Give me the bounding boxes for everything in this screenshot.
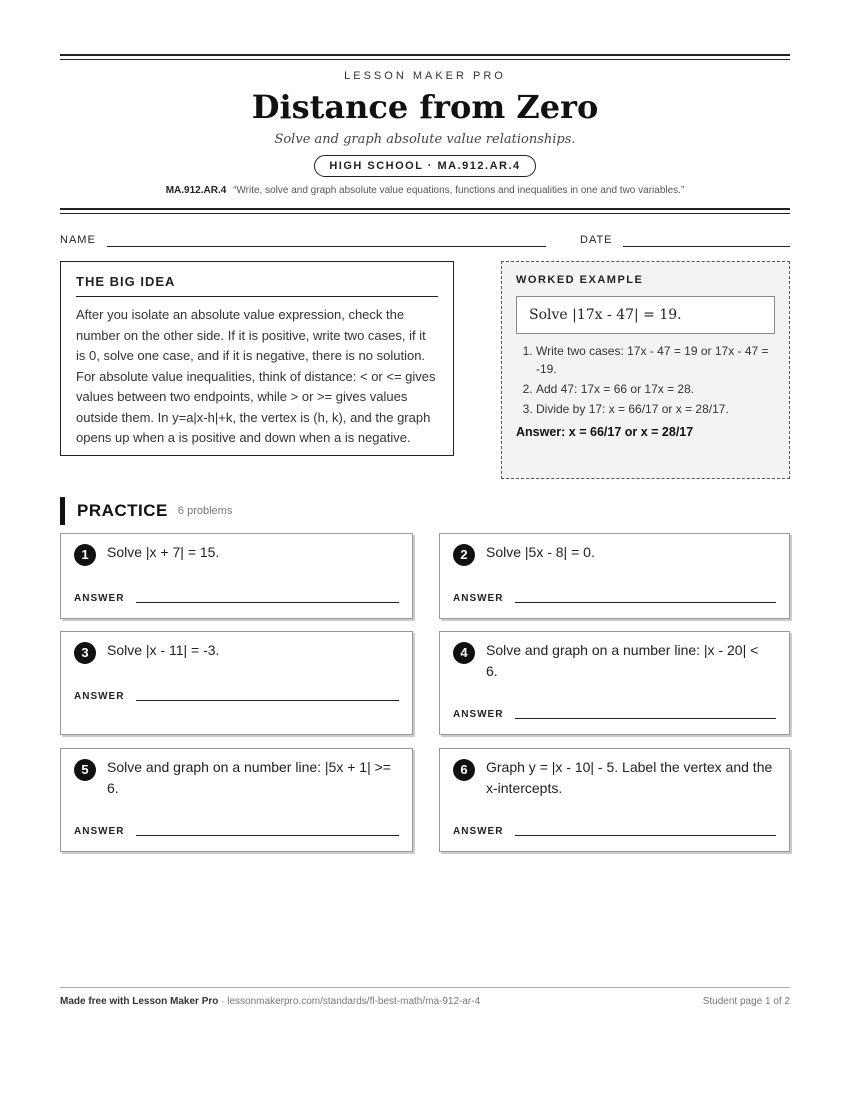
problem-text: Solve |x + 7| = 15. [107, 544, 220, 560]
problem-number: 2 [453, 544, 475, 566]
problem-number: 6 [453, 759, 475, 781]
big-idea-text: After you isolate an absolute value expression, check the number on the other side. If it is positive, write two cases, if it is 0, solve one case, and if it is negative, there is no solution. For absolute value inequalities, think of distance: < or <= gives values between two endpoints, while > or >= gives values outside them. In y=a|x-h|+k, the vertex is (h, k), and the graph opens up when a is positive and down when a is negative. [76, 307, 436, 445]
answer-field[interactable] [515, 602, 776, 603]
big-idea-box [60, 261, 454, 456]
page-footer [60, 987, 790, 1007]
page-subtitle: Solve and graph absolute value relationships. [274, 132, 576, 147]
problem-card-5 [60, 748, 413, 852]
answer-label: ANSWER [74, 826, 125, 837]
date-label: DATE [580, 234, 613, 246]
problem-card-6 [439, 748, 790, 852]
problem-card-4 [439, 631, 790, 735]
top-rule [60, 54, 790, 60]
standard-text: “Write, solve and graph absolute value equations, functions and inequalities in one and two variables.” [233, 185, 685, 196]
problem-number: 4 [453, 642, 475, 664]
header-bottom-rule [60, 208, 790, 214]
answer-label: ANSWER [74, 593, 125, 604]
answer-field[interactable] [136, 700, 399, 701]
worked-step: 2. Add 47: 17x = 66 or 17x = 28. [536, 380, 775, 398]
problem-number: 1 [74, 544, 96, 566]
worked-step: 1. Write two cases: 17x - 47 = 19 or 17x - 47 = -19. [536, 342, 775, 378]
worksheet-page [60, 54, 790, 837]
problem-text: Graph y = |x - 10| - 5. Label the vertex and the x-intercepts. [486, 759, 773, 796]
footer-url[interactable]: · lessonmakerpro.com/standards/fl-best-math/ma-912-ar-4 [218, 996, 481, 1007]
answer-field[interactable] [136, 602, 399, 603]
problem-text: Solve |5x - 8| = 0. [486, 544, 595, 560]
practice-header [60, 497, 232, 525]
date-field[interactable] [623, 246, 790, 247]
problem-text: Solve and graph on a number line: |5x + 1| >= 6. [107, 759, 391, 796]
answer-label: ANSWER [74, 691, 125, 702]
problem-text: Solve |x - 11| = -3. [107, 642, 220, 658]
answer-field[interactable] [136, 835, 399, 836]
worked-example-problem: Solve |17x - 47| = 19. [516, 296, 775, 334]
answer-label: ANSWER [453, 709, 504, 720]
level-badge: HIGH SCHOOL · MA.912.AR.4 [314, 155, 535, 177]
footer-page-number: Student page 1 of 2 [702, 996, 790, 1007]
big-idea-heading: THE BIG IDEA [76, 274, 438, 297]
problem-number: 3 [74, 642, 96, 664]
page-title: Distance from Zero [251, 88, 599, 126]
problem-card-2 [439, 533, 790, 619]
answer-label: ANSWER [453, 593, 504, 604]
problem-card-3 [60, 631, 413, 735]
standard-line [60, 185, 790, 196]
problem-text: Solve and graph on a number line: |x - 20| < 6. [486, 642, 759, 679]
practice-count: 6 problems [177, 505, 233, 517]
answer-field[interactable] [515, 835, 776, 836]
worked-example-steps [516, 342, 775, 418]
answer-field[interactable] [515, 718, 776, 719]
name-date-row [60, 230, 790, 254]
name-field[interactable] [107, 246, 546, 247]
practice-title: PRACTICE [77, 501, 168, 520]
name-label: NAME [60, 234, 96, 246]
worked-example-answer: Answer: x = 66/17 or x = 28/17 [516, 425, 694, 439]
brand-name: LESSON MAKER PRO [344, 70, 506, 82]
problem-number: 5 [74, 759, 96, 781]
worked-example-box [501, 261, 790, 479]
worked-step: 3. Divide by 17: x = 66/17 or x = 28/17. [536, 400, 775, 418]
problem-card-1 [60, 533, 413, 619]
answer-label: ANSWER [453, 826, 504, 837]
worked-example-heading: WORKED EXAMPLE [516, 274, 644, 286]
footer-brand: Made free with Lesson Maker Pro [60, 996, 219, 1007]
standard-code: MA.912.AR.4 [165, 185, 227, 196]
